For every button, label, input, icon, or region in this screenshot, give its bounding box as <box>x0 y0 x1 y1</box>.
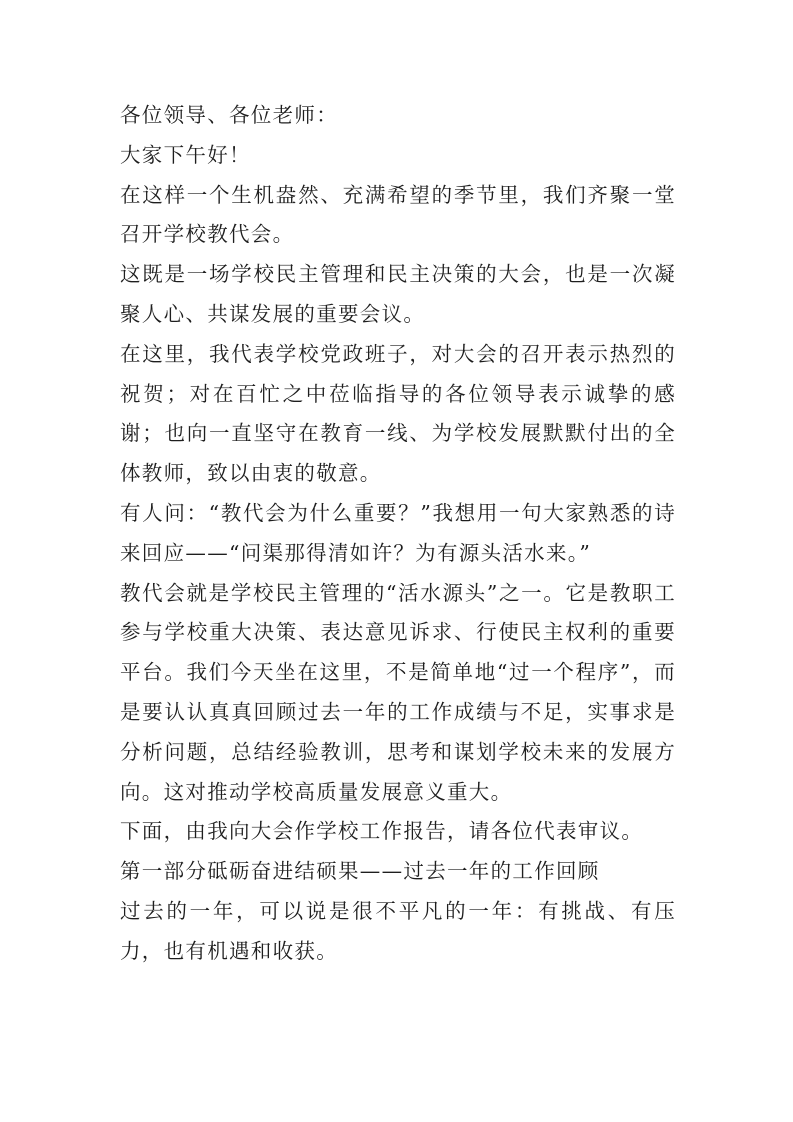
paragraph-report-intro: 下面，由我向大会作学校工作报告，请各位代表审议。 <box>120 819 644 844</box>
paragraph-year-review: 过去的一年，可以说是很不平凡的一年：有挑战、有压力，也有机遇和收获。 <box>120 898 676 963</box>
greeting: 大家下午好！ <box>120 142 251 167</box>
document-body <box>120 96 676 972</box>
salutation: 各位领导、各位老师： <box>120 103 338 127</box>
paragraph-meeting-purpose: 这既是一场学校民主管理和民主决策的大会，也是一次凝聚人心、共谋发展的重要会议。 <box>120 262 676 326</box>
paragraph-opening: 在这样一个生机盎然、充满希望的季节里，我们齐聚一堂召开学校教代会。 <box>120 182 676 247</box>
paragraph-significance: 教代会就是学校民主管理的“活水源头”之一。它是教职工参与学校重大决策、表达意见诉求、行使民主权利的重要平台。我们今天坐在这里，不是简单地“过一个程序”，而是要认认真真回顾过去一年的工作成绩与不足，实事求是分析问题，总结经验教训，思考和谋划学校未来的发展方向。这对推动学校高质量发展意义重大。 <box>120 580 676 804</box>
paragraph-poem-quote: 有人问：“教代会为什么重要？”我想用一句大家熟悉的诗来回应——“问渠那得清如许？为有源头活水来。” <box>120 500 676 565</box>
paragraph-thanks: 在这里，我代表学校党政班子，对大会的召开表示热烈的祝贺；对在百忙之中莅临指导的各位领导表示诚挚的感谢；也向一直坚守在教育一线、为学校发展默默付出的全体教师，致以由衷的敬意。 <box>120 341 676 486</box>
section-heading-part-one: 第一部分砥砺奋进结硕果——过去一年的工作回顾 <box>120 859 600 884</box>
